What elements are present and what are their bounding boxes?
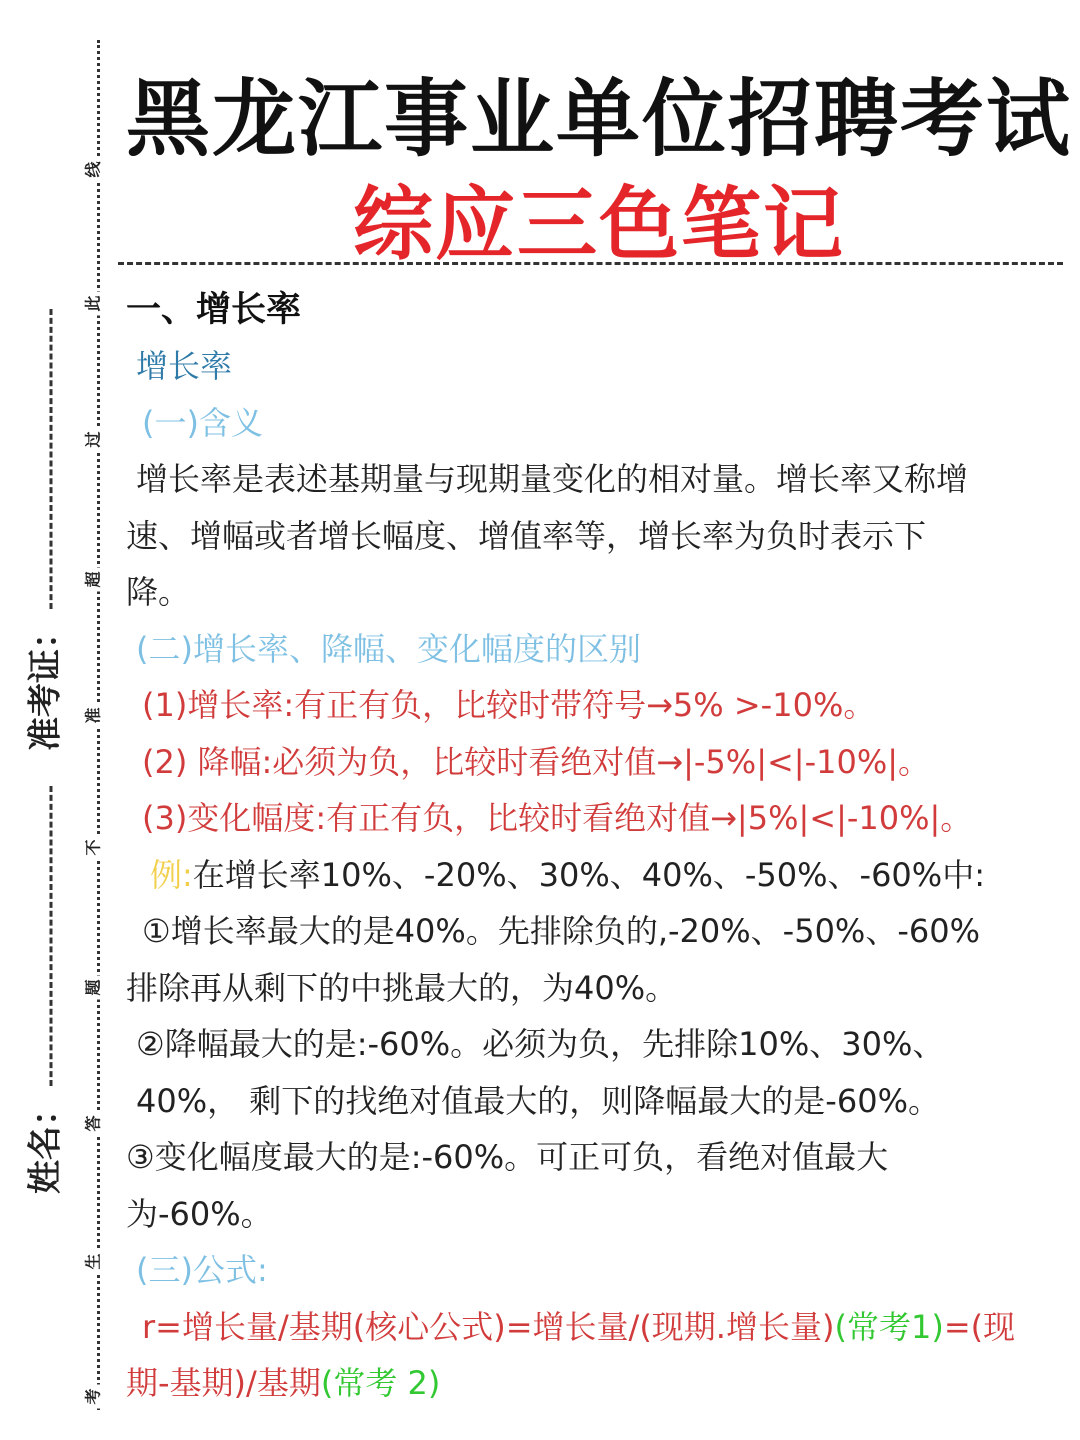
example-label: 例: xyxy=(150,855,193,894)
page-title: 黑龙江事业单位招聘考试 xyxy=(125,69,1072,168)
formula-part: r=增长量/基期(核心公式)=增长量/(现期.增长量) xyxy=(142,1307,835,1346)
formula-line xyxy=(126,1355,1051,1412)
strip-word: 超 xyxy=(81,568,104,592)
formula-part: =(现 xyxy=(943,1307,1016,1346)
difference-item: (2) 降幅:必须为负，比较时看绝对值→|-5%|<|-10%|。 xyxy=(142,742,931,781)
formula-note: (常考 2) xyxy=(320,1364,441,1402)
difference-title: (二)增长率、降幅、变化幅度的区别 xyxy=(136,629,641,668)
strip-word: 过 xyxy=(81,428,104,452)
meaning-line: 速、增幅或者增长幅度、增值率等，增长率为负时表示下 xyxy=(126,516,927,555)
formula-part: 期-基期)/基期 xyxy=(126,1364,321,1402)
example-explanation: ②降幅最大的是:-60%。必须为负，先排除10%、30%、 xyxy=(136,1025,945,1063)
exam-id-blank xyxy=(32,309,53,609)
name-blank xyxy=(32,786,53,1086)
formula-line xyxy=(126,1299,1051,1356)
example-explanation: ①增长率最大的是40%。先排除负的,-20%、-50%、-60% xyxy=(142,912,981,950)
header-divider xyxy=(118,262,1063,265)
name-field xyxy=(12,760,72,1220)
exam-id-label: 准考证： xyxy=(25,615,66,751)
difference-item: (1)增长率:有正有负，比较时带符号→5% >-10%。 xyxy=(142,686,876,724)
example-line xyxy=(126,847,1051,904)
name-label: 姓名： xyxy=(25,1092,66,1194)
meaning-line: 增长率是表述基期量与现期量变化的相对量。增长率又称增 xyxy=(136,460,969,498)
example-explanation: 40%， 剩下的找绝对值最大的，则降幅最大的是-60%。 xyxy=(136,1081,940,1120)
notes-content xyxy=(126,282,1051,1412)
strip-word: 此 xyxy=(81,292,104,316)
strip-word: 线 xyxy=(81,158,104,182)
page-subtitle: 综应三色笔记 xyxy=(353,177,845,271)
example-explanation: ③变化幅度最大的是:-60%。可正可负，看绝对值最大 xyxy=(126,1138,889,1176)
strip-word: 不 xyxy=(81,836,104,860)
topic-title: 增长率 xyxy=(136,347,233,385)
strip-word: 考 xyxy=(81,1385,104,1409)
strip-word: 答 xyxy=(81,1112,104,1136)
example-explanation: 排除再从剩下的中挑最大的，为40%。 xyxy=(126,968,678,1007)
strip-word: 题 xyxy=(81,976,104,1000)
strip-word: 生 xyxy=(81,1250,104,1274)
example-explanation: 为-60%。 xyxy=(126,1194,273,1233)
section-heading: 一、增长率 xyxy=(126,290,302,330)
meaning-line: 降。 xyxy=(126,573,191,611)
exam-margin-strip xyxy=(0,0,118,1440)
example-text: 在增长率10%、-20%、30%、40%、-50%、-60%中: xyxy=(192,855,985,894)
meaning-title: (一)含义 xyxy=(142,403,263,442)
exam-id-field xyxy=(12,300,72,760)
difference-item: (3)变化幅度:有正有负，比较时看绝对值→|5%|<|-10%|。 xyxy=(142,799,973,837)
strip-word: 准 xyxy=(81,704,104,728)
formula-note: (常考1) xyxy=(834,1307,944,1346)
formula-title: (三)公式: xyxy=(136,1251,268,1289)
